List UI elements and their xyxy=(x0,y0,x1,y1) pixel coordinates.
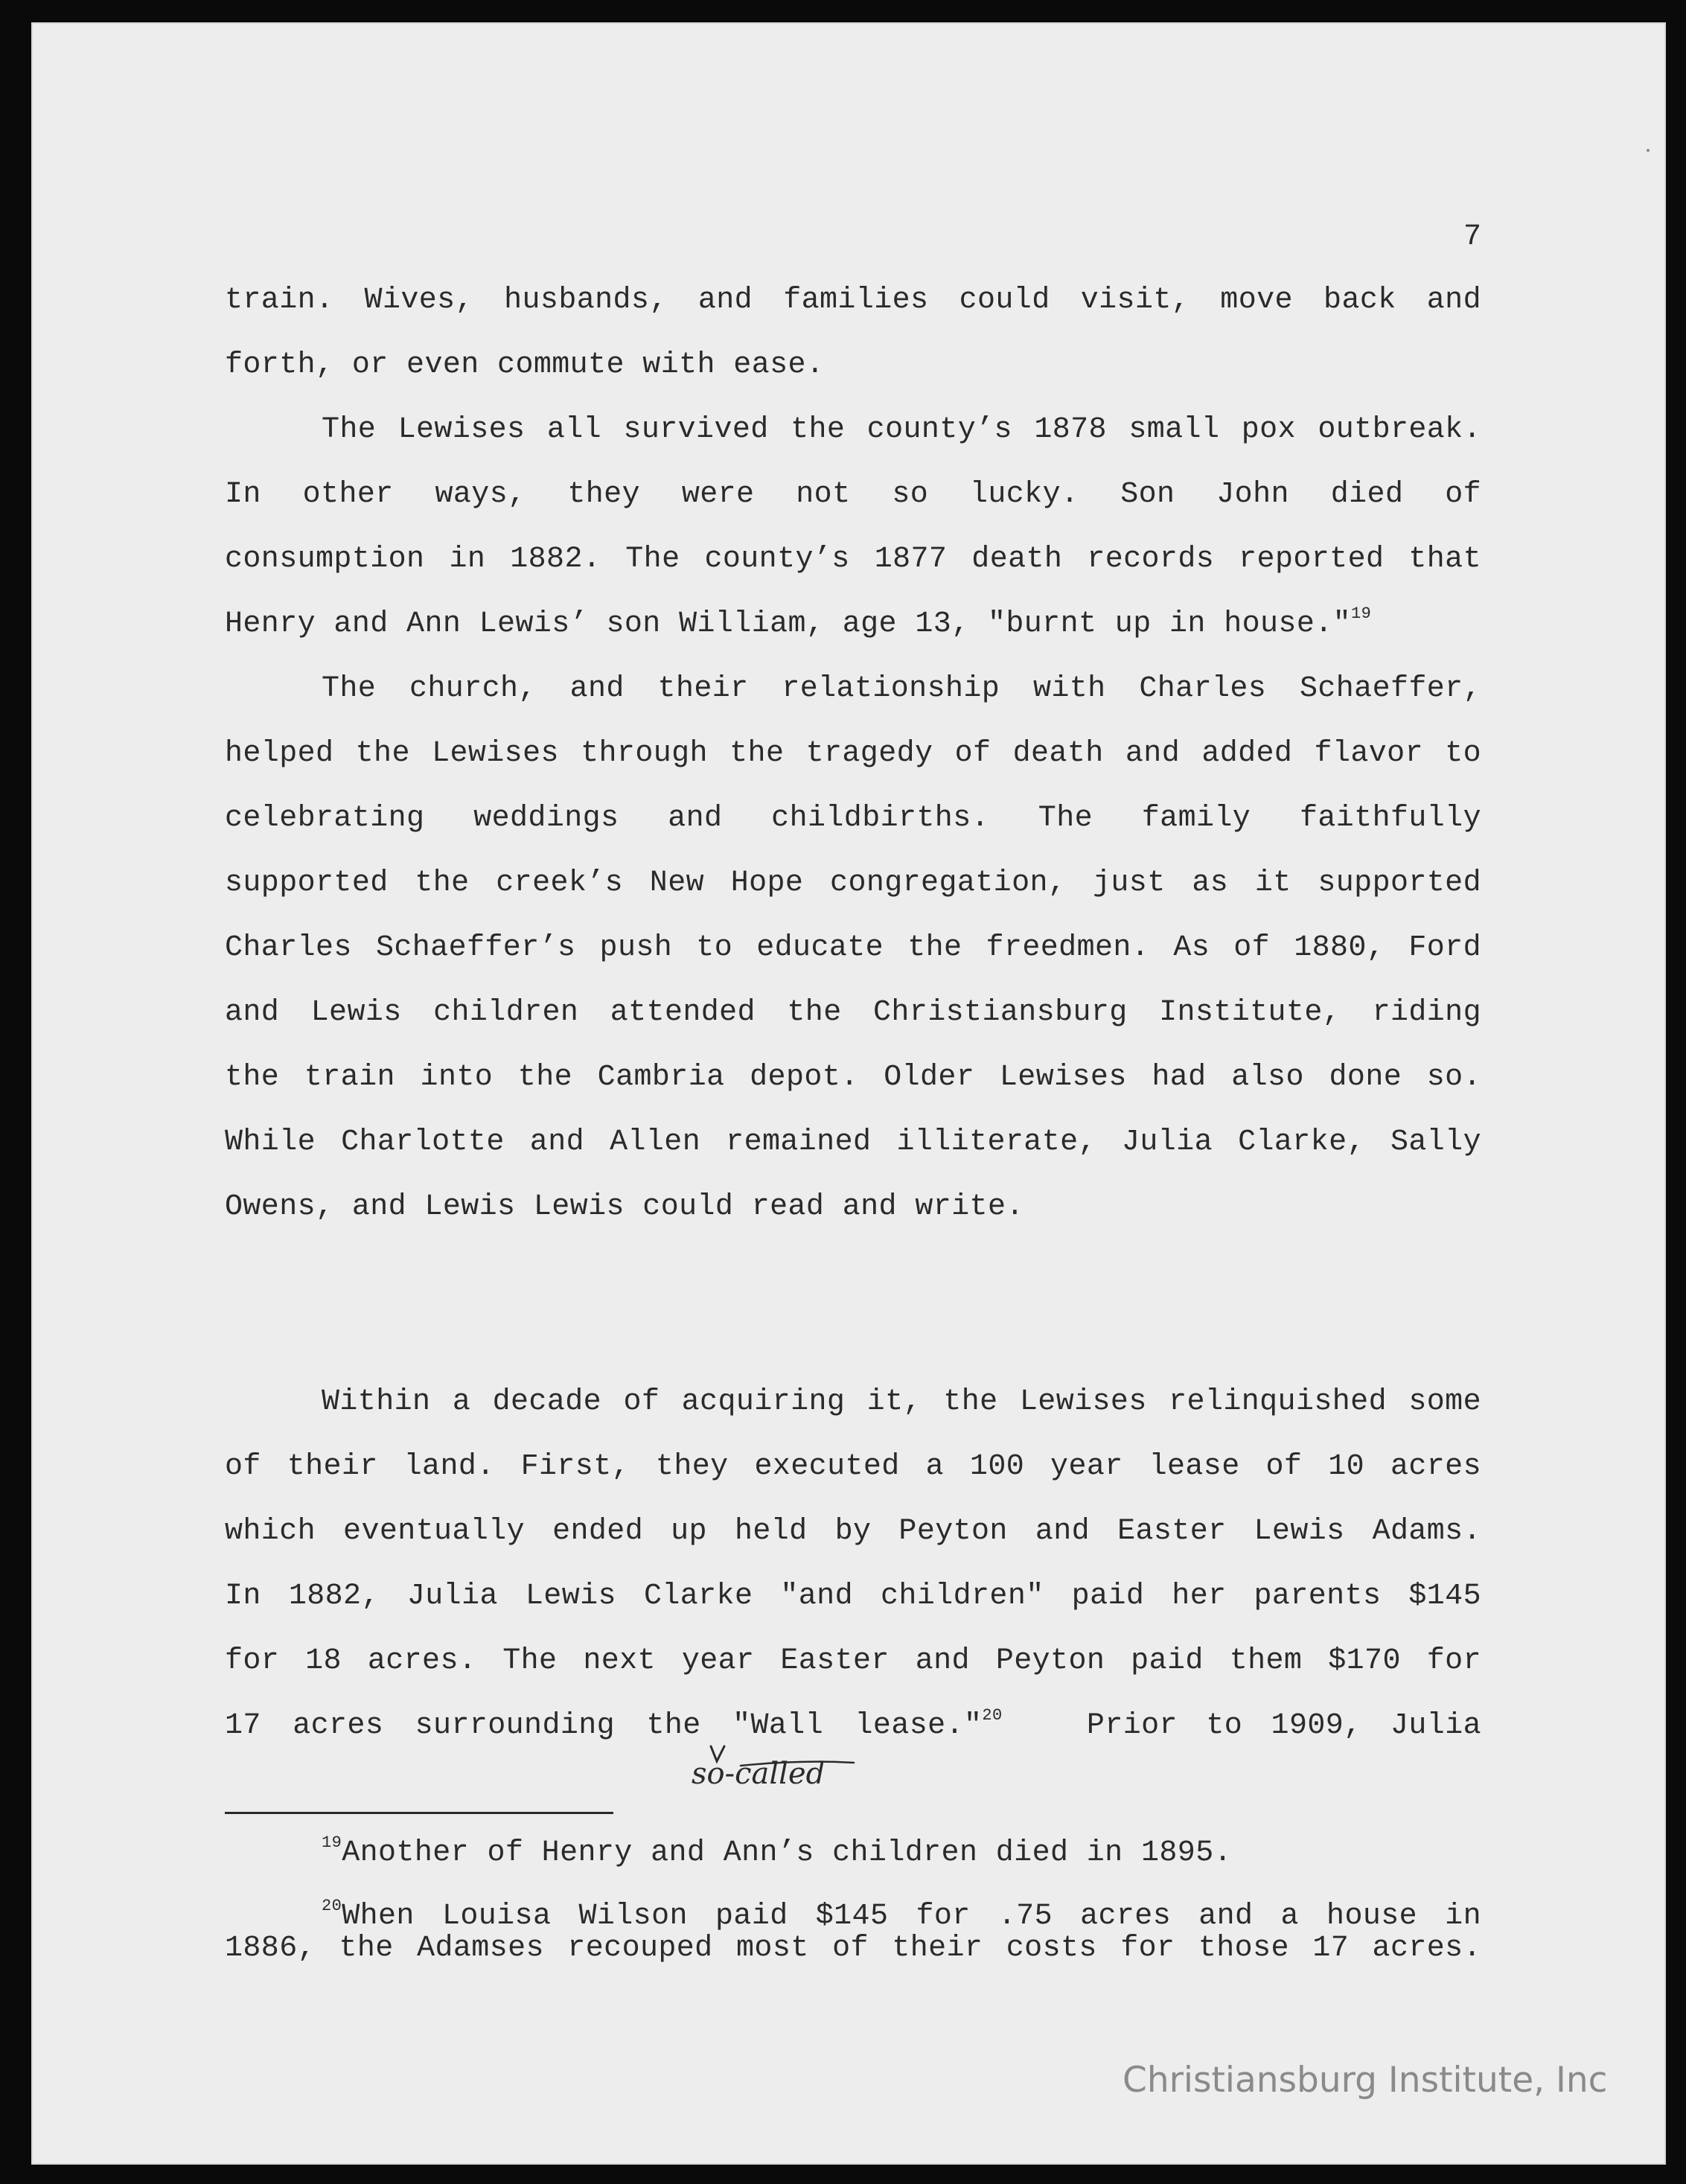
handwritten-insertion xyxy=(689,1740,860,1792)
body-line: train. Wives, husbands, and families could visit, move back and xyxy=(225,284,1481,317)
body-line xyxy=(225,605,1481,644)
watermark: Christiansburg Institute, Inc xyxy=(1123,2060,1608,2101)
body-line: consumption in 1882. The county’s 1877 death records reported that xyxy=(225,543,1481,576)
body-line: While Charlotte and Allen remained illiterate, Julia Clarke, Sally xyxy=(225,1125,1481,1159)
footnote-marker: 20 xyxy=(982,1706,1003,1725)
body-line: In other ways, they were not so lucky. Son John died of xyxy=(225,478,1481,511)
footnote-text: Another of Henry and Ann’s children died in 1895. xyxy=(342,1836,1233,1870)
body-line: the train into the Cambria depot. Older Lewises had also done so. xyxy=(225,1061,1481,1094)
body-line: of their land. First, they executed a 100 year lease of 10 acres xyxy=(225,1450,1481,1484)
body-line: helped the Lewises through the tragedy of death and added flavor to xyxy=(225,737,1481,770)
footnote-19 xyxy=(322,1833,1481,1871)
footnote-marker: 19 xyxy=(1351,604,1372,623)
footnote-20-cont: 1886, the Adamses recouped most of their costs for those 17 acres. xyxy=(225,1932,1481,1965)
body-line: forth, or even commute with ease. xyxy=(225,348,825,382)
body-line: In 1882, Julia Lewis Clarke "and children" paid her parents $145 xyxy=(225,1580,1481,1613)
footnote-20 xyxy=(322,1897,1481,1934)
body-line: and Lewis children attended the Christiansburg Institute, riding xyxy=(225,996,1481,1029)
body-line: supported the creek’s New Hope congregation, just as it supported xyxy=(225,866,1481,900)
body-line: The church, and their relationship with Charles Schaeffer, xyxy=(322,672,1481,706)
body-line: celebrating weddings and childbirths. The family faithfully xyxy=(225,802,1481,835)
body-line: Charles Schaeffer’s push to educate the freedmen. As of 1880, Ford xyxy=(225,931,1481,965)
body-line: Owens, and Lewis Lewis could read and write. xyxy=(225,1190,1024,1224)
handwritten-text: so-called xyxy=(692,1757,826,1791)
body-line: The Lewises all survived the county’s 1878 small pox outbreak. xyxy=(322,413,1481,447)
body-line: for 18 acres. The next year Easter and Peyton paid them $170 for xyxy=(225,1644,1481,1678)
body-line: which eventually ended up held by Peyton and Easter Lewis Adams. xyxy=(225,1515,1481,1548)
body-text: 17 acres surrounding the "Wall lease." xyxy=(225,1709,983,1743)
body-text: Henry and Ann Lewis’ son William, age 13, "burnt up in house." xyxy=(225,607,1352,641)
body-text: Prior to 1909, Julia xyxy=(1086,1709,1481,1743)
footnote-text: When Louisa Wilson paid $145 for .75 acres and a house in xyxy=(342,1900,1481,1933)
page-number: 7 xyxy=(1463,220,1482,254)
footnote-number: 20 xyxy=(322,1897,342,1915)
footnote-rule xyxy=(225,1812,613,1814)
body-line: Within a decade of acquiring it, the Lewises relinquished some xyxy=(322,1385,1481,1419)
footnote-number: 19 xyxy=(322,1833,342,1852)
paper-speck xyxy=(1647,149,1650,152)
